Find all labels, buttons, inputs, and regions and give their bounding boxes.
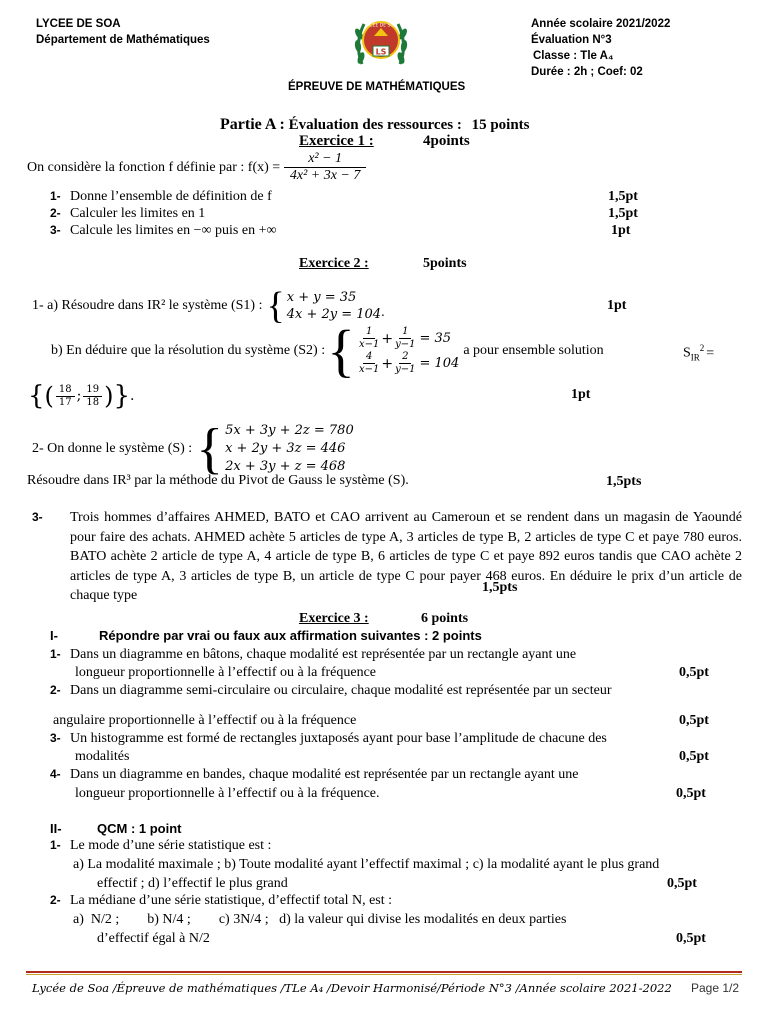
school-logo <box>352 14 410 72</box>
footer-rule-red <box>26 971 742 973</box>
vf-item-2: 2- Dans un diagramme semi-circulaire ou circulaire, chaque modalité est représentée par un secteur <box>50 683 612 698</box>
department-name: Département de Mathématiques <box>36 34 210 46</box>
exercise-3-points: 6 points <box>421 611 469 626</box>
ex1-item-3-points: 1pt <box>611 223 631 238</box>
ex1-item-3: 3- Calcule les limites en −∞ puis en +∞ <box>50 223 277 238</box>
ex2-q3-points: 1,5pts <box>482 580 518 595</box>
ex1-item-2: 2- Calculer les limites en 1 <box>50 206 206 221</box>
vf-item-4-line-2: longueur proportionnelle à l’effectif ou à la fréquence. <box>75 786 380 801</box>
vf-item-3: 3- Un histogramme est formé de rectangles juxtaposés ayant pour base l’amplitude de chacune des <box>50 731 607 746</box>
qcm-2-options-line-2: d’effectif égal à N/2 <box>97 931 210 946</box>
logo-letters: LS <box>375 47 387 57</box>
part-i-number: I- <box>50 628 58 643</box>
qcm-2-points: 0,5pt <box>676 931 706 946</box>
ex2-q1b: b) En déduire que la résolution du système (S2) : { $\frac{1}{x-1}$ + $\frac{1}{y-1}$ = 35 $\frac{4}{x-1}$ + $\frac{2}{y-1}$ = 104 a pour ensemble solution <box>51 318 604 383</box>
qcm-1-question: 1- Le mode d’une série statistique est : <box>50 838 272 853</box>
qcm-2-question: 2- La médiane d’une série statistique, d’effectif total N, est : <box>50 893 393 908</box>
school-name: LYCEE DE SOA <box>36 18 121 30</box>
ex1-item-2-points: 1,5pt <box>608 206 638 221</box>
part-a-heading: Partie A : Évaluation des ressources : 15 points <box>220 116 530 133</box>
vf-item-1: 1- Dans un diagramme en bâtons, chaque modalité est représentée par un rectangle ayant une <box>50 647 577 662</box>
ex1-item-1: 1- Donne l’ensemble de définition de f <box>50 189 272 204</box>
ex2-solution-set-label: $S_{IR}^2$ = <box>683 343 715 363</box>
exam-title: ÉPREUVE DE MATHÉMATIQUES <box>288 81 466 93</box>
part-ii-heading: QCM : 1 point <box>97 821 182 836</box>
ex2-q3-text: Trois hommes d’affaires AHMED, BATO et CAO arrivent au Cameroun et se rendent dans un magasin de Yaoundé pour faire des achats. AHMED achète 5 articles de type A, 3 articles de type B, 2 articles de type C et paye 780 euros. BATO achète 2 article de type A, 4 article de type B, 6 articles de type C et paye 892 euros tandis que CAO achète 2 articles de type A, 3 articles de type B, un article de type C pour payer 468 euros. En déduire le prix d’un article de chaque type <box>70 510 742 603</box>
footer-rule-gold <box>26 974 742 975</box>
vf-item-3-points: 0,5pt <box>679 749 709 764</box>
vf-item-4-points: 0,5pt <box>676 786 706 801</box>
part-ii-number: II- <box>50 821 62 836</box>
ex2-q2: 2- On donne le système (S) : { 5x + 3y + 2z = 780 x + 2y + 3z = 446 2x + 3y + z = 468 <box>32 418 354 480</box>
ex2-q2-points: 1,5pts <box>606 474 642 489</box>
exercise-2-title: Exercice 2 : <box>299 256 369 271</box>
qcm-1-options-line-2: effectif ; d) l’effectif le plus grand <box>97 876 288 891</box>
vf-item-2-points: 0,5pt <box>679 713 709 728</box>
qcm-1-options: a) La modalité maximale ; b) Toute modalité ayant l’effectif maximal ; c) la modalité ayant le plus grand <box>73 857 660 872</box>
part-i-heading: Répondre par vrai ou faux aux affirmation suivantes : 2 points <box>99 628 482 643</box>
vf-item-4: 4- Dans un diagramme en bandes, chaque modalité est représentée par un rectangle ayant une <box>50 767 579 782</box>
ex2-q2-text: Résoudre dans IR³ par la méthode du Pivot de Gauss le système (S). <box>27 473 409 488</box>
vf-item-1-points: 0,5pt <box>679 665 709 680</box>
ex2-q1b-points: 1pt <box>571 387 591 402</box>
ex2-q1a: 1- a) Résoudre dans IR² le système (S1) : { x + y = 35 4x + 2y = 104 . <box>32 285 385 327</box>
vf-item-1-line-2: longueur proportionnelle à l’effectif ou à la fréquence <box>75 665 376 680</box>
ex1-item-1-points: 1,5pt <box>608 189 638 204</box>
duration-coef: Durée : 2h ; Coef: 02 <box>531 66 643 78</box>
logo-school-text: LYCEE DE SOA <box>365 23 397 29</box>
evaluation-number: Évaluation N°3 <box>531 34 612 46</box>
exercise-2-points: 5points <box>423 256 467 271</box>
school-year: Année scolaire 2021/2022 <box>531 18 671 30</box>
footer-text: Lycée de Soa /Épreuve de mathématiques /TLe A₄ /Devoir Harmonisé/Période N°3 /Année scolaire 2021-2022 <box>32 981 672 995</box>
qcm-2-options: a) N/2 ; b) N/4 ; c) 3N/4 ; d) la valeur qui divise les modalités en deux parties <box>73 912 567 927</box>
ex2-solution-set: { ( $\frac{18}{17}$ ; $\frac{19}{18}$ ) } . <box>28 381 135 411</box>
exercise-1-title: Exercice 1 : <box>299 133 374 149</box>
page-number: Page 1/2 <box>691 981 740 995</box>
ex2-q1a-points: 1pt <box>607 298 627 313</box>
vf-item-2-line-2: angulaire proportionnelle à l’effectif ou à la fréquence <box>53 713 357 728</box>
class-label: Classe : Tle A₄ <box>533 50 614 62</box>
ex1-intro: On considère la fonction f définie par : f(x) = $\frac{\text{x² − 1}}{\text{4x² + 3x − 7}}$ <box>27 152 368 183</box>
ex2-q3-number: 3- <box>32 510 43 524</box>
exercise-3-title: Exercice 3 : <box>299 611 369 626</box>
exercise-1-points: 4points <box>423 133 470 149</box>
vf-item-3-line-2: modalités <box>75 749 130 764</box>
qcm-1-points: 0,5pt <box>667 876 697 891</box>
